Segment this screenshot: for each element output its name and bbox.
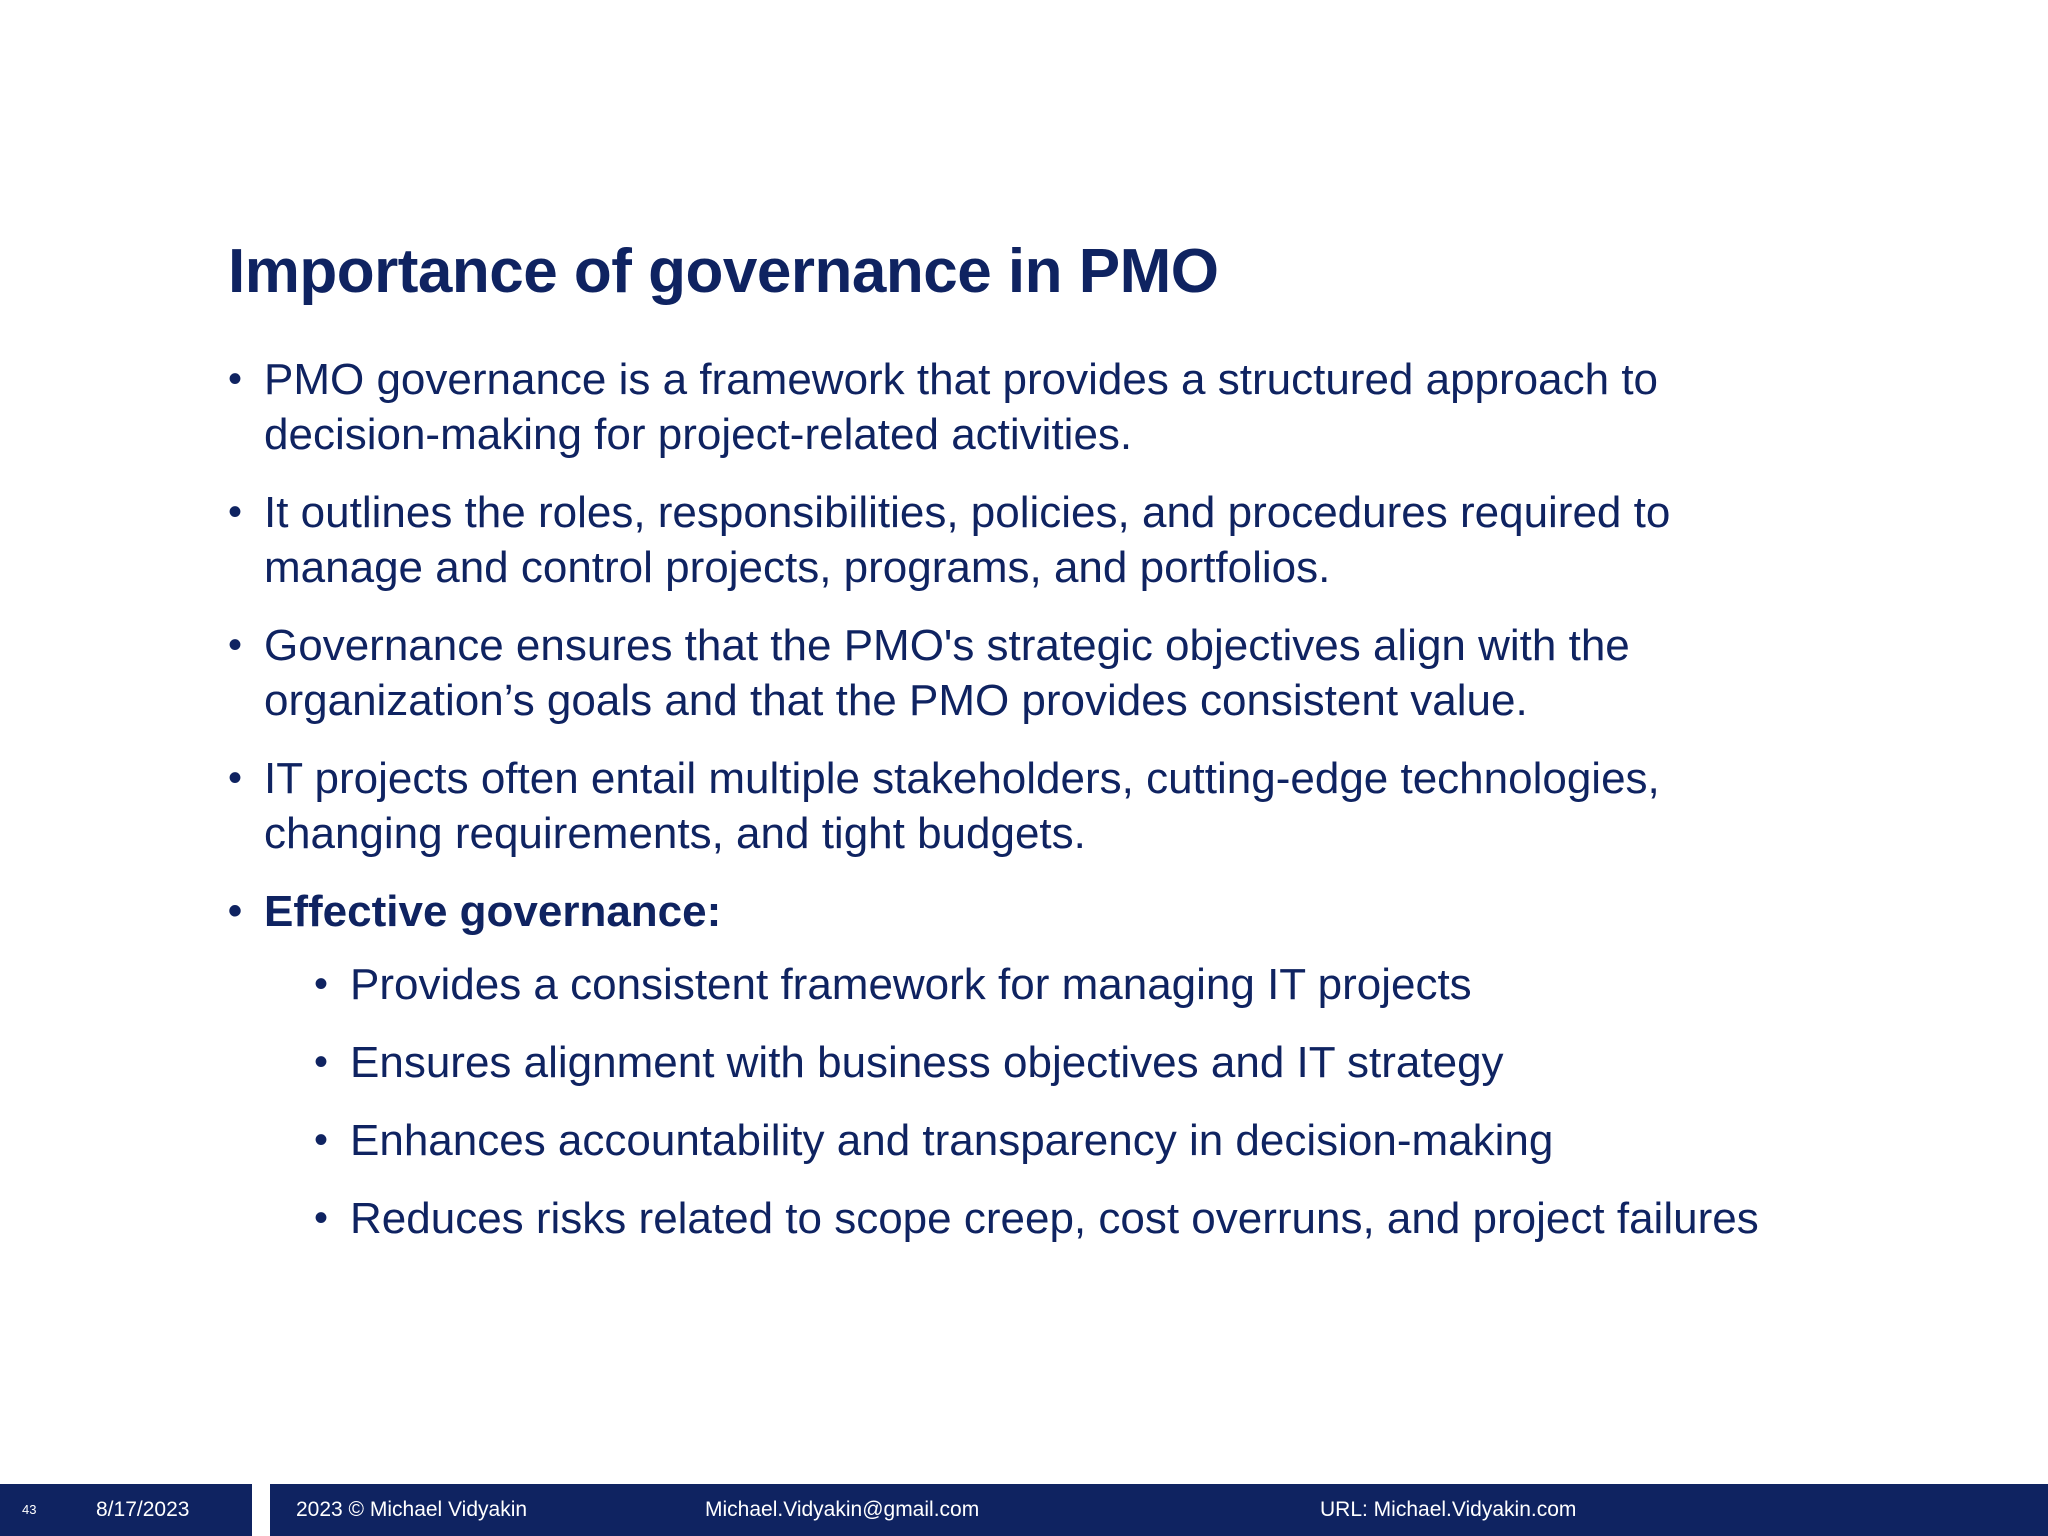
bullet-item: • It outlines the roles, responsibilities, policies, and procedures required to manage and control projects, programs, and portfolios. [228,485,1828,595]
slide-title: Importance of governance in PMO [228,237,1219,306]
bullet-item: • PMO governance is a framework that provides a structured approach to decision-making for project-related activities. [228,352,1828,462]
sub-bullet-item: • Ensures alignment with business objectives and IT strategy [314,1035,1814,1090]
sub-bullet-list [228,957,1814,1246]
sub-bullet-container [228,957,1828,1246]
footer-main-block [270,1484,2048,1536]
sub-bullet-item: • Enhances accountability and transparency in decision-making [314,1113,1814,1168]
bullet-item: • IT projects often entail multiple stakeholders, cutting-edge technologies, changing requirements, and tight budgets. [228,751,1828,861]
footer-email: Michael.Vidyakin@gmail.com [705,1498,980,1521]
footer-left-block [0,1484,252,1536]
footer-date: 8/17/2023 [96,1498,190,1521]
sub-bullet-item: • Reduces risks related to scope creep, cost overruns, and project failures [314,1191,1814,1246]
footer-copyright: 2023 © Michael Vidyakin [296,1498,528,1521]
bullet-list [228,352,1828,1269]
bullet-item-effective-governance [228,884,1828,939]
footer-bar [0,1484,2048,1536]
slide-number: 43 [22,1502,37,1517]
footer-url: URL: Michael.Vidyakin.com [1320,1498,1577,1521]
bullet-item: • Governance ensures that the PMO's strategic objectives align with the organization’s goals and that the PMO provides consistent value. [228,618,1828,728]
effective-governance-label: Effective governance: [264,887,722,936]
sub-bullet-item: • Provides a consistent framework for managing IT projects [314,957,1814,1012]
